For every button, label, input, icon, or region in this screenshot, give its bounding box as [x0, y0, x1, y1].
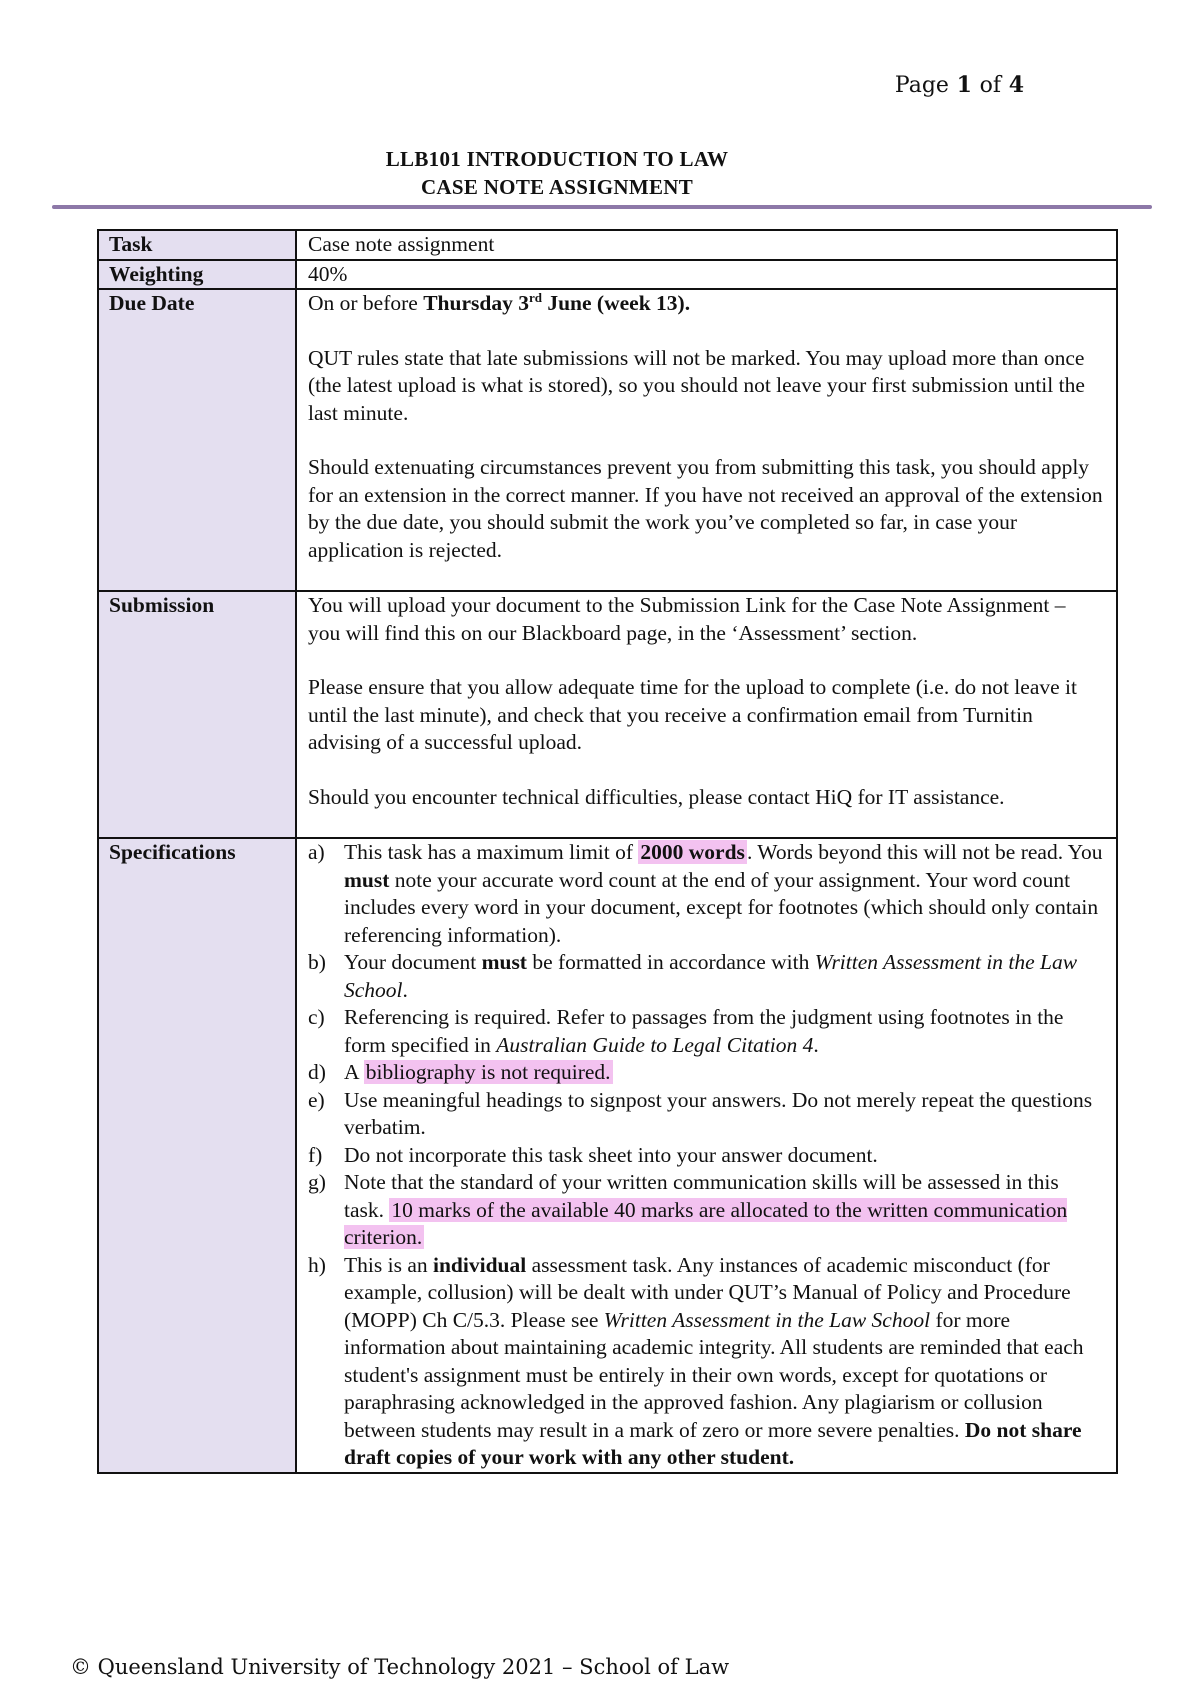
task-value: Case note assignment: [296, 230, 1117, 260]
specifications-list: [308, 839, 1103, 1472]
document-title: [0, 145, 1114, 201]
row-task: [98, 230, 1117, 260]
submission-paragraph-2: Please ensure that you allow adequate time for the upload to complete (i.e. do not leave it until the last minute), and check that you receive a confirmation email from Turnitin advising of a successful upload.: [308, 675, 1077, 754]
task-label: Task: [98, 230, 296, 260]
weighting-value: 40%: [296, 260, 1117, 290]
extension-paragraph: Should extenuating circumstances prevent you from submitting this task, you should apply for an extension in the correct manner. If you have not received an approval of the extension by the due date, you should submit the work you’ve completed so far, in case your application is rejected.: [308, 455, 1103, 562]
assignment-details-table: [97, 229, 1118, 1474]
row-submission: [98, 591, 1117, 838]
row-weighting: [98, 260, 1117, 290]
spec-item-b: b) Your document must be formatted in accordance with Written Assessment in the Law School.: [308, 950, 1078, 1002]
copyright-footer: © Queensland University of Technology 2021 – School of Law: [70, 1655, 730, 1679]
specifications-value: [296, 838, 1117, 1473]
submission-paragraph-3: Should you encounter technical difficulties, please contact HiQ for IT assistance.: [308, 784, 1005, 809]
row-specifications: [98, 838, 1117, 1473]
page-number: Page 1 of 4: [894, 72, 1024, 98]
title-line-2: CASE NOTE ASSIGNMENT: [420, 175, 694, 199]
spec-item-g: g) Note that the standard of your written communication skills will be assessed in this task. 10 marks of the available 40 marks are allocated to the written communication criterion.: [308, 1170, 1068, 1249]
row-due-date: [98, 289, 1117, 591]
weighting-label: Weighting: [98, 260, 296, 290]
spec-item-d: d) A bibliography is not required.: [308, 1060, 611, 1084]
spec-item-a: a) This task has a maximum limit of 2000 words. Words beyond this will not be read. You must note your accurate word count at the end of your assignment. Your word count includes every word in your document, except for footnotes (which should only contain referencing information).: [308, 840, 1103, 947]
due-date-line: On or before Thursday 3rd June (week 13).: [308, 289, 691, 315]
due-date-value: [296, 289, 1117, 591]
spec-item-e: e) Use meaningful headings to signpost your answers. Do not merely repeat the questions verbatim.: [308, 1087, 1093, 1139]
submission-paragraph-1: You will upload your document to the Submission Link for the Case Note Assignment – you will find this on our Blackboard page, in the ‘Assessment’ section.: [308, 593, 1066, 645]
spec-item-c: c) Referencing is required. Refer to passages from the judgment using footnotes in the form specified in Australian Guide to Legal Citation 4.: [308, 1005, 1064, 1057]
spec-item-h: h) This is an individual assessment task. Any instances of academic misconduct (for example, collusion) will be dealt with under QUT’s Manual of Policy and Procedure (MOPP) Ch C/5.3. Please see Written Assessment in the Law School for more information about maintaining academic integrity. All students are reminded that each student's assignment must be entirely in their own words, except for quotations or paraphrasing acknowledged in the approved fashion. Any plagiarism or collusion between students may result in a mark of zero or more severe penalties. Do not share draft copies of your work with any other student.: [308, 1252, 1084, 1469]
title-divider: [52, 205, 1152, 209]
title-line-1: LLB101 INTRODUCTION TO LAW: [385, 147, 729, 171]
submission-label: Submission: [98, 591, 296, 838]
submission-value: [296, 591, 1117, 838]
spec-item-f: f) Do not incorporate this task sheet into your answer document.: [308, 1142, 878, 1167]
late-submission-paragraph: QUT rules state that late submissions will not be marked. You may upload more than once (the latest upload is what is stored), so you should not leave your first submission until the last minute.: [308, 345, 1085, 425]
due-date-label: Due Date: [98, 289, 296, 591]
specifications-label: Specifications: [98, 838, 296, 1473]
